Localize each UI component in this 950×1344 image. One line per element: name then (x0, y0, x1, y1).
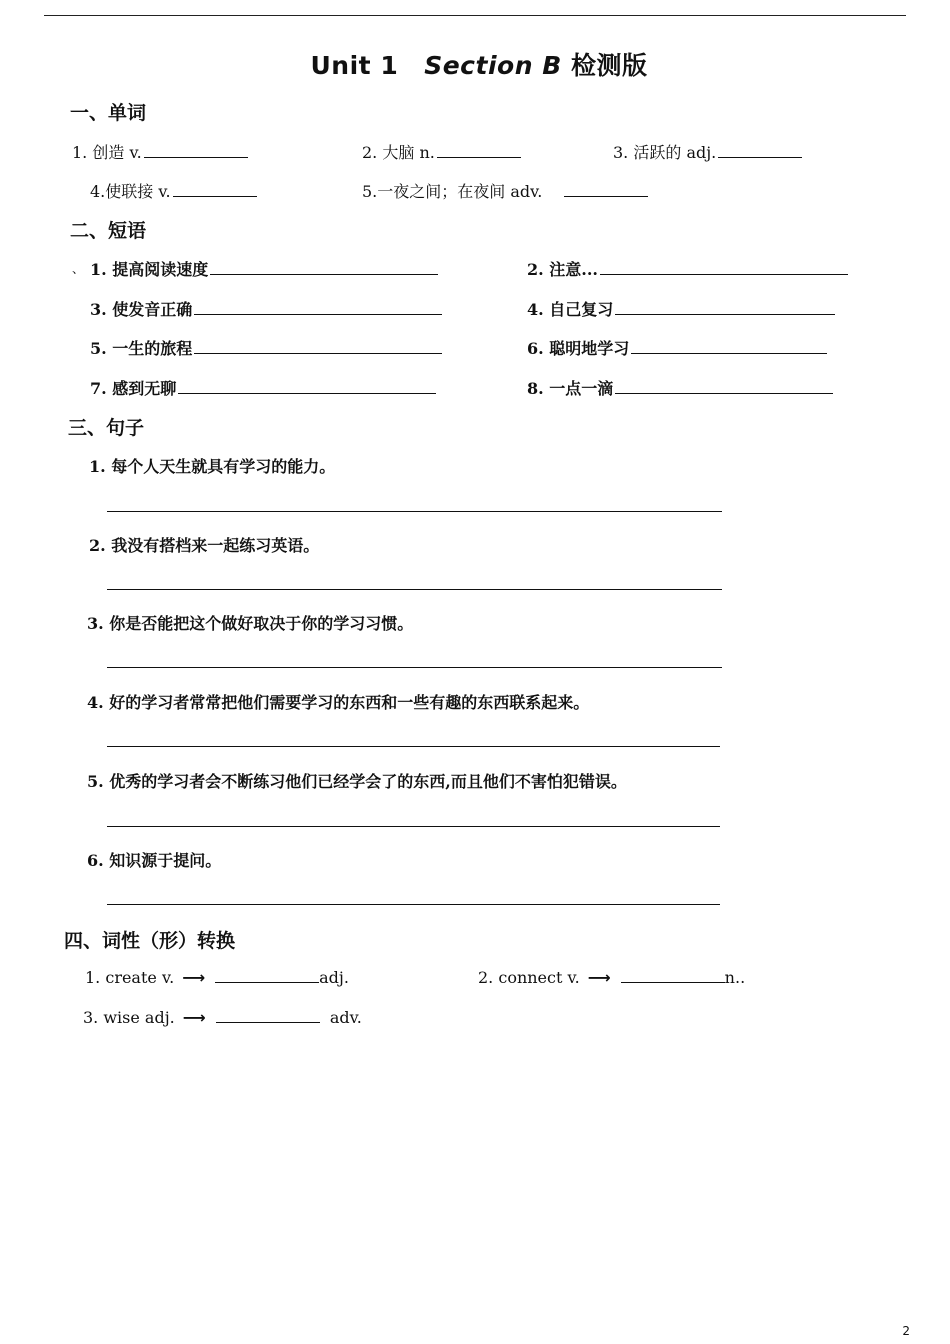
word-form-prefix: 3. wise adj. (83, 1008, 175, 1027)
answer-blank[interactable] (631, 352, 827, 354)
word-form-suffix: adj. (319, 968, 349, 987)
phrase-item-label: 3. 使发音正确 (90, 300, 193, 319)
sentence-answer-line-2[interactable] (107, 589, 722, 590)
top-rule (44, 15, 906, 16)
title-suffix: 检测版 (570, 51, 648, 80)
sentence-item-6: 6. 知识源于提问。 (87, 851, 222, 870)
answer-blank[interactable] (600, 273, 848, 275)
word-item-4 (90, 179, 257, 202)
word-item-2 (362, 140, 521, 163)
phrase-item-4 (527, 297, 835, 320)
word-form-item-3 (83, 1008, 362, 1027)
sentence-item-5: 5. 优秀的学习者会不断练习他们已经学会了的东西,而且他们不害怕犯错误。 (87, 772, 627, 791)
sentence-answer-line-3[interactable] (107, 667, 722, 668)
word-form-suffix: adv. (329, 1008, 362, 1027)
phrase-item-8 (527, 376, 833, 399)
answer-blank[interactable] (210, 273, 438, 275)
word-item-label: 3. 活跃的 adj. (613, 143, 717, 162)
phrase-item-2 (527, 257, 848, 280)
answer-blank[interactable] (194, 352, 442, 354)
sentence-item-4: 4. 好的学习者常常把他们需要学习的东西和一些有趣的东西联系起来。 (87, 693, 590, 712)
word-form-prefix: 2. connect v. (478, 968, 580, 987)
word-item-3 (613, 140, 802, 163)
phrase-item-label: 2. 注意... (527, 260, 598, 279)
sentence-answer-line-1[interactable] (107, 511, 722, 512)
sentence-answer-line-5[interactable] (107, 826, 720, 827)
phrase-item-label: 4. 自己复习 (527, 300, 614, 319)
word-form-suffix: n.. (724, 968, 746, 987)
phrase-item-label: 5. 一生的旅程 (90, 339, 193, 358)
word-item-5 (362, 179, 648, 202)
title-unit: Unit 1 (310, 51, 399, 80)
page-number: 2 (902, 1324, 910, 1338)
phrase-item-6 (527, 336, 827, 359)
section-heading-words: 一、单词 (70, 102, 147, 124)
word-item-label: 2. 大脑 n. (362, 143, 435, 162)
word-item-1 (72, 140, 248, 163)
word-item-label: 5.一夜之间；在夜间 adv. (362, 182, 543, 201)
answer-blank[interactable] (144, 156, 248, 158)
arrow-right-icon: ⟶ (182, 1008, 206, 1027)
phrase-item-label: 8. 一点一滴 (527, 379, 614, 398)
phrase-item-label: 7. 感到无聊 (90, 379, 177, 398)
answer-blank[interactable] (621, 981, 725, 983)
answer-blank[interactable] (216, 1021, 320, 1023)
answer-blank[interactable] (194, 313, 442, 315)
sentence-item-3: 3. 你是否能把这个做好取决于你的学习习惯。 (87, 614, 414, 633)
answer-blank[interactable] (718, 156, 802, 158)
word-item-label: 4.使联接 v. (90, 182, 171, 201)
phrase-item-label: 1. 提高阅读速度 (90, 260, 209, 279)
word-form-item-2 (478, 968, 745, 987)
title-section: Section B (424, 51, 562, 80)
stray-mark: 、 (72, 262, 85, 276)
section-heading-word-forms: 四、词性（形）转换 (64, 930, 236, 952)
phrase-item-3 (90, 297, 442, 320)
answer-blank[interactable] (437, 156, 521, 158)
phrase-item-label: 6. 聪明地学习 (527, 339, 630, 358)
answer-blank[interactable] (173, 195, 257, 197)
phrase-item-1 (90, 257, 438, 280)
page-title (0, 46, 950, 82)
word-form-prefix: 1. create v. (85, 968, 175, 987)
answer-blank[interactable] (615, 313, 835, 315)
answer-blank[interactable] (215, 981, 319, 983)
sentence-answer-line-4[interactable] (107, 746, 720, 747)
answer-blank[interactable] (615, 392, 833, 394)
sentence-answer-line-6[interactable] (107, 904, 720, 905)
answer-blank[interactable] (178, 392, 436, 394)
section-heading-phrases: 二、短语 (70, 220, 147, 242)
arrow-right-icon: ⟶ (587, 968, 611, 987)
arrow-right-icon: ⟶ (182, 968, 206, 987)
section-heading-sentences: 三、句子 (68, 417, 145, 439)
phrase-item-7 (90, 376, 436, 399)
answer-blank[interactable] (564, 195, 648, 197)
phrase-item-5 (90, 336, 442, 359)
sentence-item-1: 1. 每个人天生就具有学习的能力。 (89, 457, 336, 476)
sentence-item-2: 2. 我没有搭档来一起练习英语。 (89, 536, 320, 555)
word-form-item-1 (85, 968, 349, 987)
word-item-label: 1. 创造 v. (72, 143, 142, 162)
